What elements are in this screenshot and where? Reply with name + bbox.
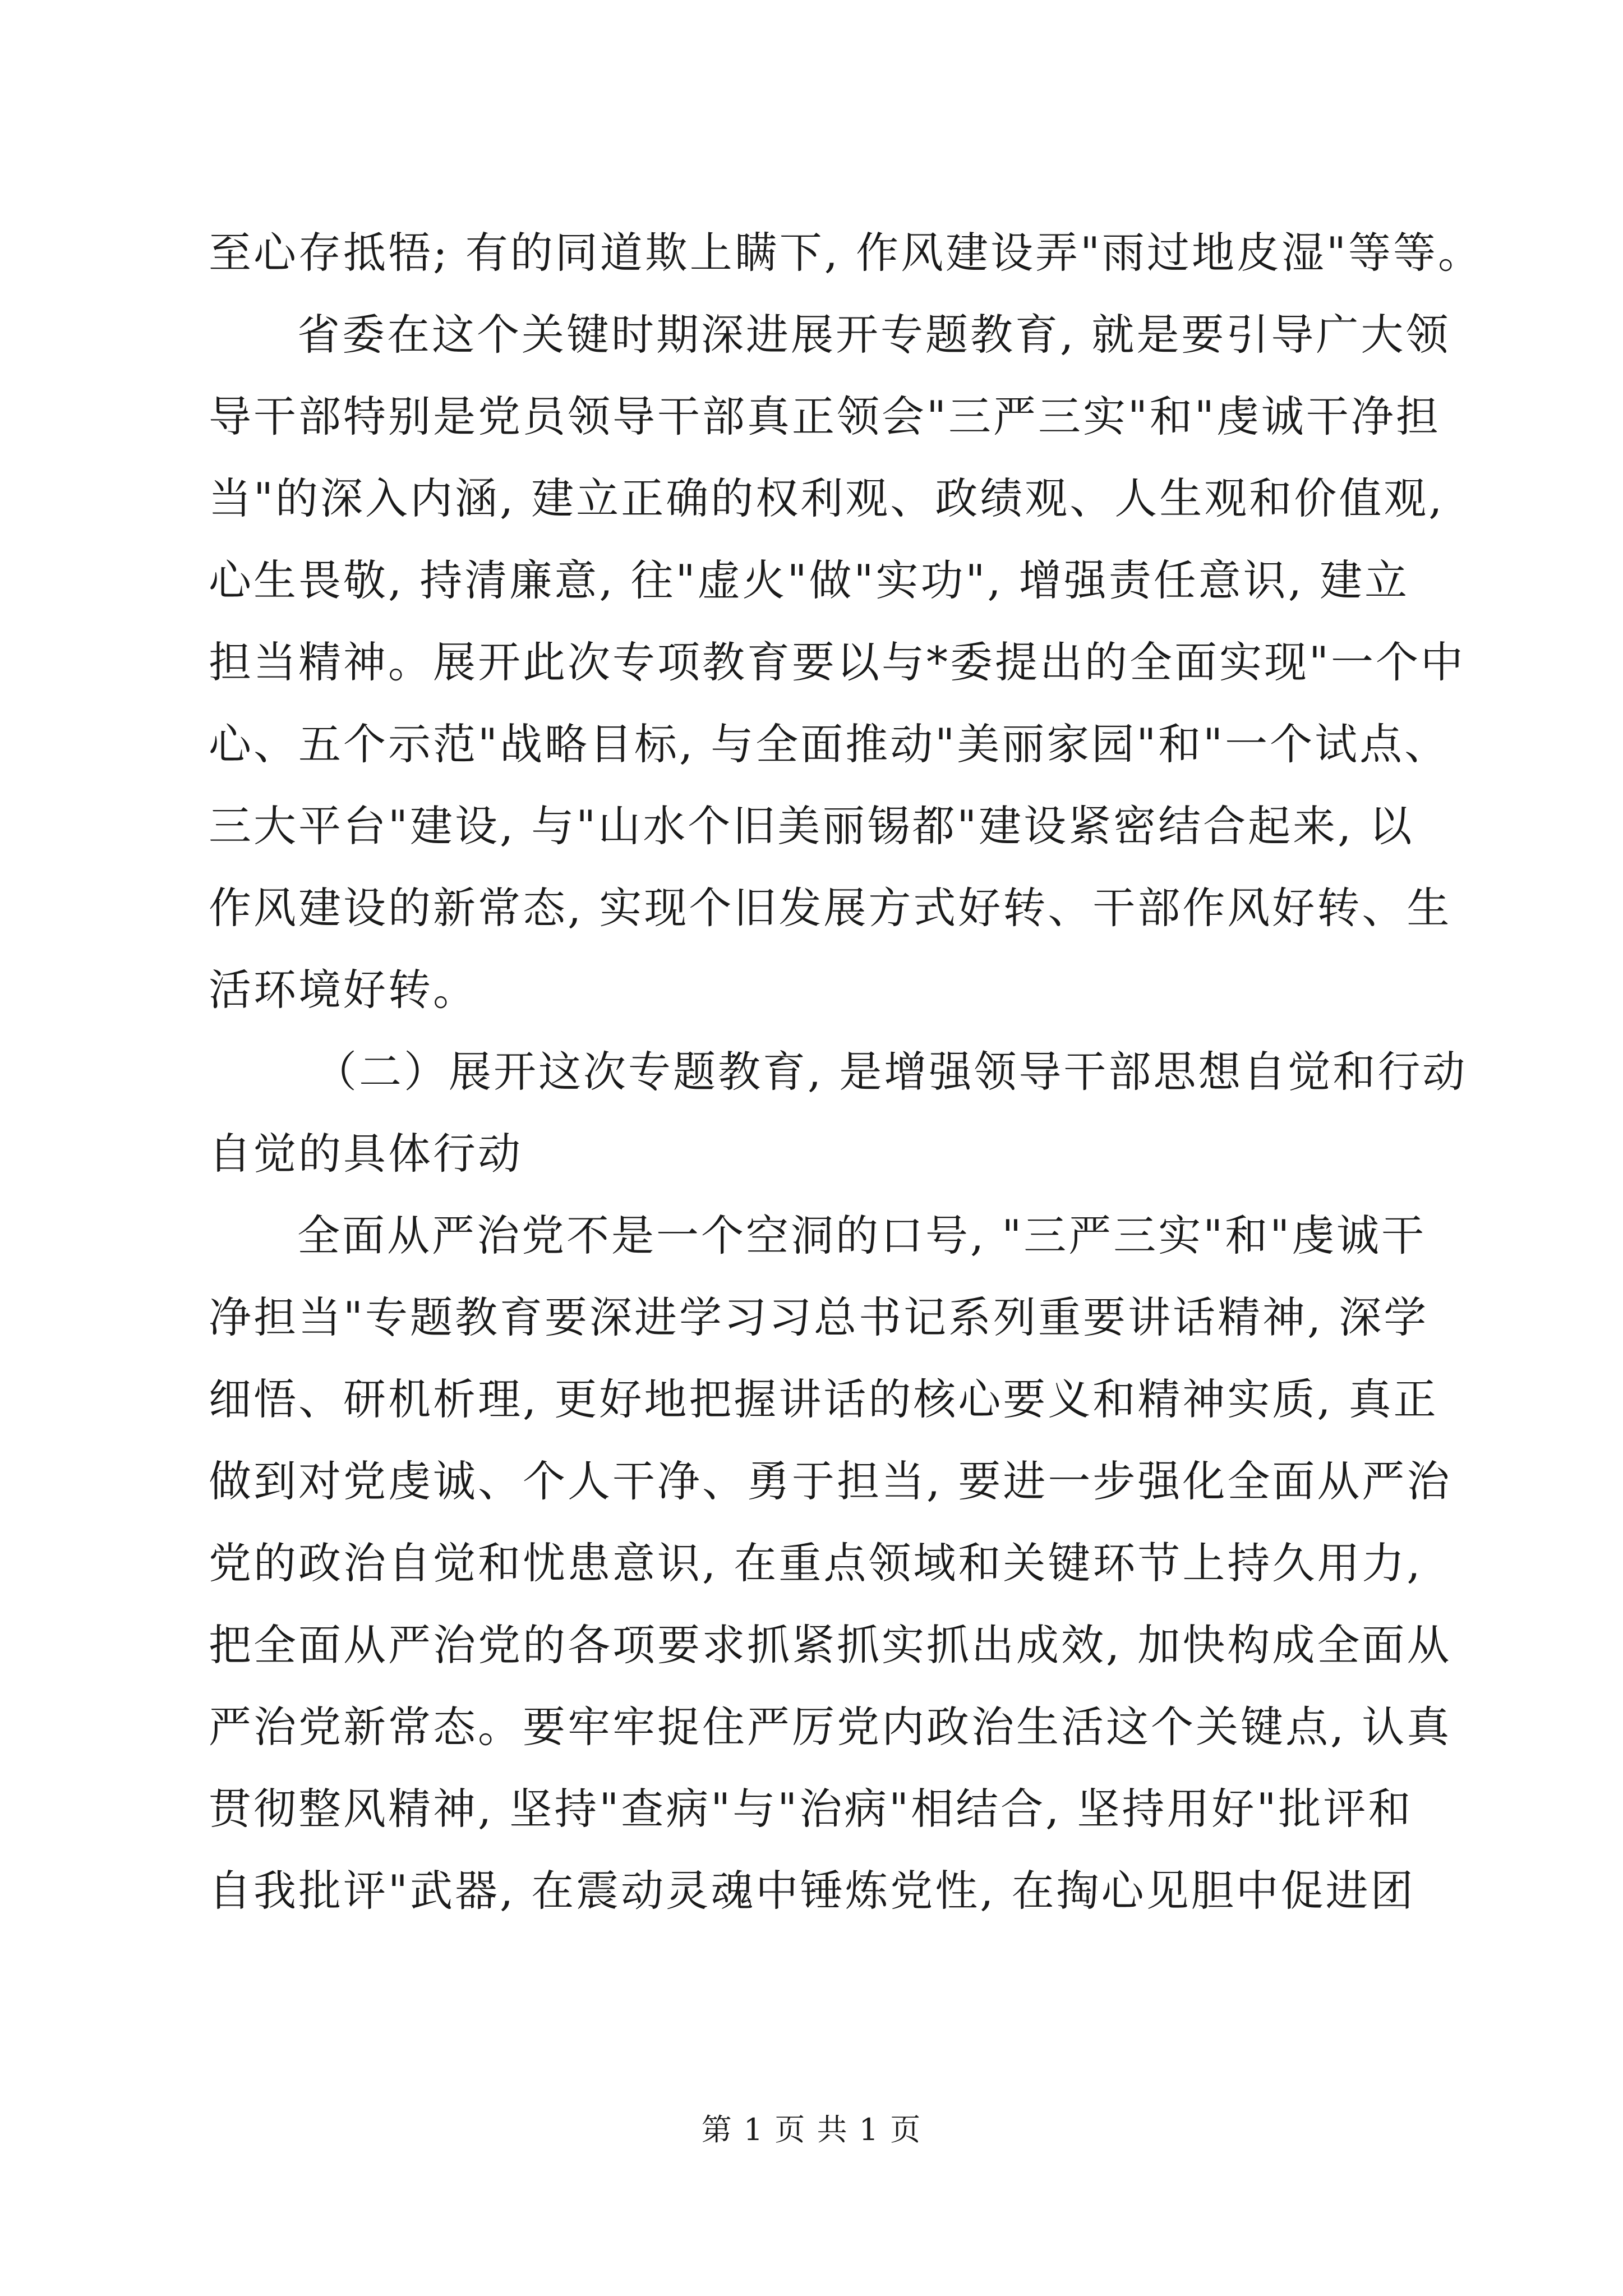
section-heading: （二）展开这次专题教育, 是增强领导干部思想自觉和行动 [314, 1047, 1468, 1097]
paragraph-line: 三大平台"建设, 与"山水个旧美丽锡都"建设紧密结合起来, 以 [209, 801, 1414, 851]
page-footer: 第 1 页 共 1 页 [701, 2112, 922, 2147]
paragraph-line: 自我批评"武器, 在震动灵魂中锤炼党性, 在掏心见胆中促进团 [209, 1866, 1415, 1916]
paragraph-line: 党的政治自觉和忧患意识, 在重点领域和关键环节上持久用力, [209, 1538, 1423, 1588]
paragraph-line: 细悟、研机析理, 更好地把握讲话的核心要义和精神实质, 真正 [209, 1374, 1438, 1424]
paragraph-line: 活环境好转。 [209, 965, 478, 1015]
document-body [209, 212, 1483, 1932]
paragraph-line: 当"的深入内涵, 建立正确的权利观、政绩观、人生观和价值观, [209, 473, 1445, 523]
paragraph-line: 做到对党虔诚、个人干净、勇于担当, 要进一步强化全面从严治 [209, 1456, 1452, 1506]
paragraph-line: 把全面从严治党的各项要求抓紧抓实抓出成效, 加快构成全面从 [209, 1620, 1452, 1670]
paragraph-line: 作风建设的新常态, 实现个旧发展方式好转、干部作风好转、生 [209, 883, 1452, 933]
paragraph-line: 导干部特别是党员领导干部真正领会"三严三实"和"虔诚干净担 [209, 392, 1441, 441]
paragraph-line: 心、五个示范"战略目标, 与全面推动"美丽家园"和"一个试点、 [209, 719, 1450, 769]
paragraph-line: 贯彻整风精神, 坚持"查病"与"治病"相结合, 坚持用好"批评和 [209, 1784, 1413, 1834]
paragraph-line: 净担当"专题教育要深进学习习总书记系列重要讲话精神, 深学 [209, 1292, 1429, 1342]
paragraph-line: 省委在这个关键时期深进展开专题教育, 就是要引导广大领 [297, 310, 1451, 360]
paragraph-line: 心生畏敬, 持清廉意, 往"虚火"做"实功", 增强责任意识, 建立 [209, 555, 1410, 605]
section-heading: 自觉的具体行动 [209, 1129, 523, 1179]
paragraph-line: 全面从严治党不是一个空洞的口号, "三严三实"和"虔诚干 [297, 1211, 1427, 1260]
paragraph-line: 严治党新常态。要牢牢捉住严厉党内政治生活这个关键点, 认真 [209, 1702, 1452, 1752]
paragraph-line: 担当精神。展开此次专项教育要以与*委提出的全面实现"一个中 [209, 637, 1465, 687]
paragraph-line: 至心存抵牾; 有的同道欺上瞒下, 作风建设弄"雨过地皮湿"等等。 [209, 228, 1483, 278]
